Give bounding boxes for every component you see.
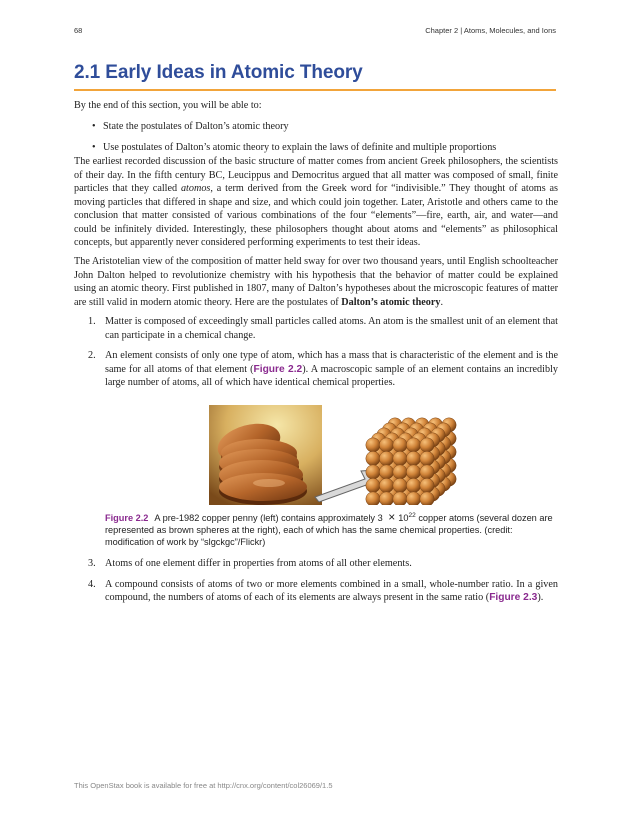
copper-atom xyxy=(379,492,393,505)
postulate-text-a: An element consists of only one type of atom, which has a mass that is characteristic of the element and is the same for all atoms of that element ( xyxy=(105,350,558,375)
copper-atom xyxy=(420,465,434,479)
copper-atom xyxy=(379,451,393,465)
copper-atom xyxy=(366,438,380,452)
copper-atom xyxy=(379,465,393,479)
copper-atom xyxy=(406,492,420,505)
postulates-list-a xyxy=(74,315,558,397)
copper-atom xyxy=(393,465,407,479)
list-item xyxy=(74,315,558,342)
copper-atom xyxy=(366,465,380,479)
copper-atoms-cube xyxy=(361,405,457,505)
postulate-number: 4. xyxy=(88,578,96,590)
postulate-text-b: ). xyxy=(537,592,544,603)
figure-2-2-link[interactable]: Figure 2.2 xyxy=(253,363,303,375)
copper-atom xyxy=(406,465,420,479)
copper-atom xyxy=(393,492,407,505)
copper-atom xyxy=(420,451,434,465)
power-exponent: 22 xyxy=(408,511,416,519)
paragraph-dalton xyxy=(74,255,558,309)
copper-atom xyxy=(393,438,407,452)
list-item xyxy=(74,557,558,571)
caption-text-b: copper atoms (several dozen are represented as brown spheres at the right), each of which has the same chemical properties. (credit: modification of work by “slgckgc”/Flickr) xyxy=(105,513,553,547)
copper-atom xyxy=(406,451,420,465)
chapter-header: Chapter 2 | Atoms, Molecules, and Ions xyxy=(425,26,556,35)
para1-text-b: , a term derived from the Greek word for “indivisible.” They thought of atoms as moving particles that differed in shape and size, and which could join together. Later, Aristotle and others came to the conclusion that matter consisted of various combinations of the four “elements”—fire, earth, air, and water—and could be infinitely divided. Interestingly, these philosophers thought about atoms and “elements” as philosophical concepts, but apparently never considered performing experiments to test their ideas. xyxy=(74,183,558,248)
copper-atom xyxy=(366,492,380,505)
objective-text: State the postulates of Dalton’s atomic theory xyxy=(103,121,289,132)
copper-atom xyxy=(366,451,380,465)
objectives-intro: By the end of this section, you will be able to: xyxy=(74,100,262,111)
footer-note: This OpenStax book is available for free at http://cnx.org/content/col26069/1.5 xyxy=(74,781,333,790)
copper-atom xyxy=(420,492,434,505)
figure-2-2 xyxy=(209,405,457,505)
para1-italic-atomos: atomos xyxy=(180,183,211,194)
postulate-number: 1. xyxy=(88,316,96,327)
figure-caption xyxy=(105,512,553,548)
bullet-icon: • xyxy=(92,141,96,153)
postulate-number: 3. xyxy=(88,558,96,569)
paragraph-greek-philosophers xyxy=(74,155,558,250)
caption-text-a: A pre-1982 copper penny (left) contains approximately 3 xyxy=(154,513,383,523)
postulate-text-b: ). A macroscopic sample of an element contains an incredibly large number of atoms, all of which have identical chemical properties. xyxy=(105,363,558,388)
copper-atom xyxy=(379,438,393,452)
copper-atom xyxy=(366,478,380,492)
para1-text-a: The earliest recorded discussion of the basic structure of matter comes from ancient Greek philosophers, the scientists of their day. In the fifth century BC, Leucippus and Democritus argued that all matter was composed of small, finite particles that they called xyxy=(74,156,558,194)
section-title: 2.1 Early Ideas in Atomic Theory xyxy=(74,62,363,83)
penny-photo xyxy=(209,405,322,505)
page-number: 68 xyxy=(74,26,83,35)
list-item xyxy=(74,578,558,605)
bullet-icon: • xyxy=(92,121,96,132)
postulate-number: 2. xyxy=(88,350,96,361)
postulate-text: Matter is composed of exceedingly small particles called atoms. An atom is the smallest unit of an element that can participate in a chemical change. xyxy=(105,316,558,341)
postulate-text: Atoms of one element differ in properties from atoms of all other elements. xyxy=(105,558,412,569)
postulates-list-b xyxy=(74,557,558,612)
figure-2-3-link[interactable]: Figure 2.3 xyxy=(489,592,538,603)
copper-atom xyxy=(393,478,407,492)
copper-atom xyxy=(406,438,420,452)
objective-text: Use postulates of Dalton’s atomic theory to explain the laws of definite and multiple proportions xyxy=(103,141,497,153)
list-item xyxy=(74,120,558,134)
copper-atom xyxy=(406,478,420,492)
copper-atom xyxy=(420,478,434,492)
copper-atom xyxy=(393,451,407,465)
copper-atom xyxy=(420,438,434,452)
para2-bold-term: Dalton’s atomic theory xyxy=(341,296,441,308)
title-underline xyxy=(74,89,556,91)
power-base: 10 xyxy=(398,513,409,523)
times-sign: × xyxy=(388,510,396,524)
figure-label: Figure 2.2 xyxy=(105,513,149,523)
list-item xyxy=(74,141,558,155)
list-item xyxy=(74,349,558,390)
para2-text-a: The Aristotelian view of the composition of matter held sway for over two thousand years, until English schoolteacher John Dalton helped to revolutionize chemistry with his hypothesis that the behavior of matter could be explained using an atomic theory. First published in 1807, many of Dalton’s hypotheses about the microscopic features of matter are still valid in modern atomic theory. Here are the postulates of xyxy=(74,256,558,308)
postulate-text-a: A compound consists of atoms of two or more elements combined in a small, whole-number ratio. In a given compound, the numbers of atoms of each of its elements are always present in the same ratio ( xyxy=(105,578,558,603)
copper-atom xyxy=(379,478,393,492)
para2-text-b: . xyxy=(440,296,444,308)
